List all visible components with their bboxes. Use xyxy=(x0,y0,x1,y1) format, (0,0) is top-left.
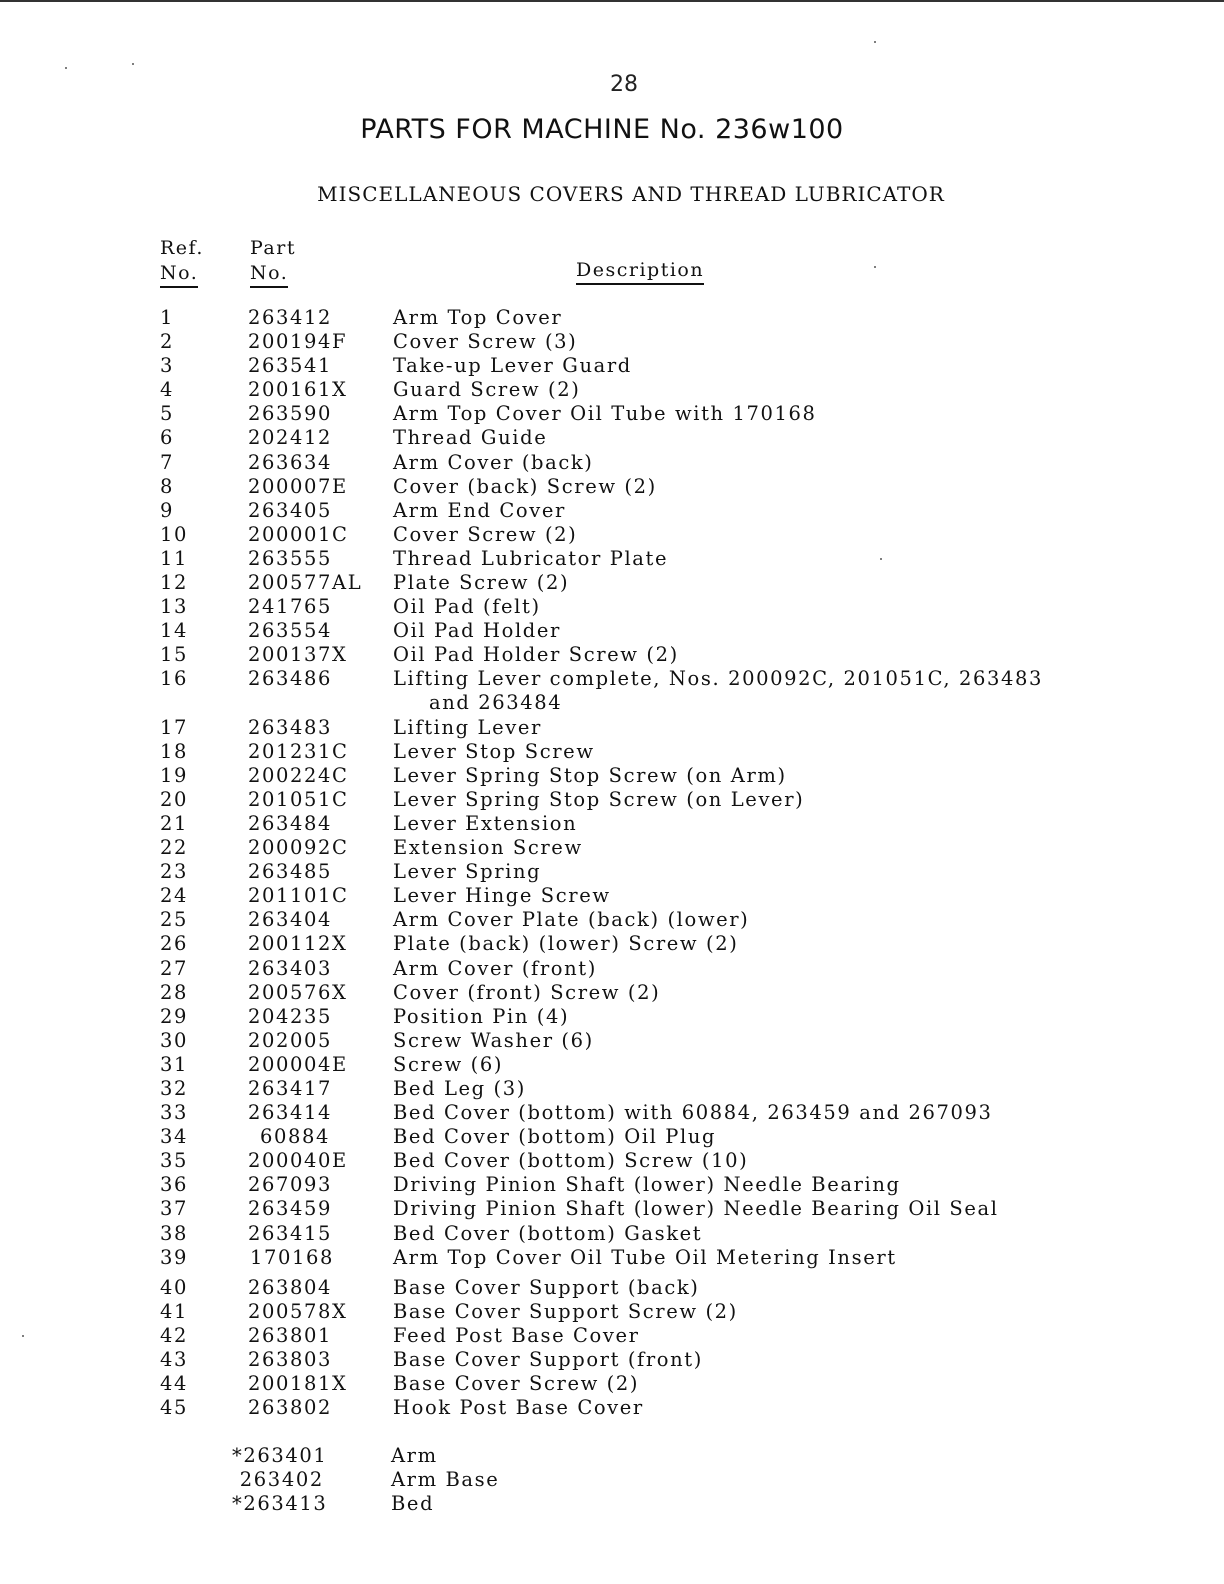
parts-row xyxy=(0,1372,1224,1396)
part-number: 200007E xyxy=(248,474,348,498)
part-description xyxy=(393,788,804,812)
parts-row xyxy=(0,932,1224,956)
part-description-text: Take-up Lever Guard xyxy=(393,354,632,378)
parts-row xyxy=(0,571,1224,595)
part-description-text: Bed Cover (bottom) Oil Plug xyxy=(393,1125,717,1149)
ref-number: 32 xyxy=(160,1077,189,1100)
part-description xyxy=(393,1300,738,1324)
part-number: 200092C xyxy=(248,836,349,860)
part-description xyxy=(393,354,632,378)
part-number: 202412 xyxy=(248,426,333,450)
part-description xyxy=(393,643,679,667)
parts-row xyxy=(0,836,1224,860)
part-number: 263483 xyxy=(248,715,333,739)
part-number: 263485 xyxy=(248,860,333,884)
ref-number: 11 xyxy=(160,546,189,570)
part-description xyxy=(393,1222,702,1246)
part-number: 263484 xyxy=(248,811,333,835)
ref-number: 28 xyxy=(160,980,189,1004)
part-description-text: Lifting Lever complete, Nos. 200092C, 201051C, 263483 xyxy=(393,667,1044,691)
part-number: 263801 xyxy=(248,1323,333,1347)
parts-row xyxy=(0,981,1224,1005)
part-description-text: Arm Cover (front) xyxy=(393,956,597,980)
part-description-text: Oil Pad Holder xyxy=(393,619,561,643)
ref-header-line1: Ref. xyxy=(160,237,204,259)
part-number: 263555 xyxy=(248,546,333,570)
ref-number: 6 xyxy=(160,426,175,450)
part-description-text: Arm Top Cover Oil Tube Oil Metering Insert xyxy=(393,1245,897,1269)
part-description xyxy=(393,571,569,595)
ref-header-line2: No. xyxy=(160,262,198,288)
part-description xyxy=(393,1372,639,1396)
part-number: 263804 xyxy=(248,1275,333,1299)
ref-number: 43 xyxy=(160,1348,189,1372)
part-description-text: Driving Pinion Shaft (lower) Needle Bearing Oil Seal xyxy=(393,1197,999,1221)
parts-row xyxy=(0,1005,1224,1029)
ref-number: 30 xyxy=(160,1028,189,1052)
part-description xyxy=(393,1246,897,1270)
ref-number: 27 xyxy=(160,956,189,980)
ref-number: 2 xyxy=(160,330,175,354)
parts-row xyxy=(0,475,1224,499)
parts-row xyxy=(0,402,1224,426)
part-description xyxy=(393,1053,503,1077)
part-description xyxy=(393,716,542,740)
part-description xyxy=(393,860,541,884)
part-description-text: Cover (front) Screw (2) xyxy=(393,980,661,1004)
parts-row xyxy=(0,1077,1224,1101)
part-description-text: Plate (back) (lower) Screw (2) xyxy=(393,932,739,956)
parts-row xyxy=(0,764,1224,788)
part-number: 263634 xyxy=(248,450,333,474)
parts-row xyxy=(0,354,1224,378)
parts-row xyxy=(0,667,1224,715)
part-description xyxy=(393,330,577,354)
part-description-text: Bed Cover (bottom) with 60884, 263459 and 267093 xyxy=(393,1101,993,1125)
part-description xyxy=(393,475,657,499)
parts-row xyxy=(0,812,1224,836)
part-description-text: Driving Pinion Shaft (lower) Needle Bearing xyxy=(393,1173,901,1197)
ref-number: 25 xyxy=(160,908,189,932)
part-number: 200040E xyxy=(248,1149,348,1173)
ref-number: 19 xyxy=(160,763,189,787)
ref-number: 41 xyxy=(160,1299,189,1323)
part-number: 263554 xyxy=(248,619,333,643)
part-description-text: Screw (6) xyxy=(393,1052,504,1076)
part-description-text: Base Cover Support (front) xyxy=(393,1348,703,1372)
scan-speck xyxy=(65,67,67,69)
part-description xyxy=(393,1101,993,1125)
section-title: MISCELLANEOUS COVERS AND THREAD LUBRICATOR xyxy=(317,182,945,206)
parts-row xyxy=(0,860,1224,884)
ref-number: 13 xyxy=(160,595,189,619)
part-description-text: Lifting Lever xyxy=(393,715,542,739)
part-number: 263417 xyxy=(248,1077,333,1100)
parts-row xyxy=(0,716,1224,740)
part-number: 200576X xyxy=(248,980,348,1004)
extra-parts-list xyxy=(0,1444,1224,1516)
part-number: 263802 xyxy=(248,1396,333,1420)
parts-row xyxy=(0,788,1224,812)
ref-number: 16 xyxy=(160,667,189,691)
part-description-text: Cover Screw (3) xyxy=(393,330,578,354)
part-description-text: Cover Screw (2) xyxy=(393,522,578,546)
part-number: 263803 xyxy=(248,1348,333,1372)
parts-row xyxy=(0,1101,1224,1125)
page-number: 28 xyxy=(610,72,638,97)
part-number: 263404 xyxy=(248,908,333,932)
parts-row xyxy=(0,1396,1224,1420)
part-number: 170168 xyxy=(250,1245,335,1269)
part-description-text: Hook Post Base Cover xyxy=(393,1396,644,1420)
part-description-text: Base Cover Support Screw (2) xyxy=(393,1299,738,1323)
part-number: 201101C xyxy=(248,884,349,908)
scan-speck xyxy=(132,63,134,65)
part-number: 200161X xyxy=(248,378,348,402)
parts-row xyxy=(0,1300,1224,1324)
top-rule xyxy=(0,0,1224,2)
part-number: 200194F xyxy=(248,330,348,354)
part-description-text: Bed Cover (bottom) Gasket xyxy=(393,1221,703,1245)
part-description xyxy=(393,981,660,1005)
part-description: Arm xyxy=(391,1444,438,1467)
part-description-text: Oil Pad (felt) xyxy=(393,595,541,619)
parts-row xyxy=(0,740,1224,764)
parts-row xyxy=(0,547,1224,571)
part-description xyxy=(393,1125,716,1149)
parts-row xyxy=(0,1276,1224,1300)
part-number: 263541 xyxy=(248,354,333,378)
ref-number: 23 xyxy=(160,860,189,884)
ref-number: 29 xyxy=(160,1004,189,1028)
ref-number: 5 xyxy=(160,402,175,426)
ref-number: 21 xyxy=(160,811,189,835)
parts-row xyxy=(0,378,1224,402)
parts-row xyxy=(0,1348,1224,1372)
part-description: Arm Base xyxy=(391,1468,500,1491)
part-number: 200224C xyxy=(248,763,349,787)
part-description xyxy=(393,426,547,450)
ref-number: 8 xyxy=(160,474,175,498)
parts-row xyxy=(0,619,1224,643)
part-number: 263405 xyxy=(248,498,333,522)
part-number: 263590 xyxy=(248,402,333,426)
part-description xyxy=(393,1029,594,1053)
part-description xyxy=(393,523,577,547)
part-description xyxy=(393,1005,569,1029)
part-description xyxy=(393,884,611,908)
part-description xyxy=(393,764,787,788)
ref-number: 1 xyxy=(160,306,175,329)
part-description xyxy=(393,547,668,571)
part-description-text: Arm End Cover xyxy=(393,498,566,522)
part-number: 241765 xyxy=(248,595,333,619)
part-number: 200578X xyxy=(248,1299,348,1323)
part-description-text: Oil Pad Holder Screw (2) xyxy=(393,643,679,667)
extra-parts-row xyxy=(0,1492,1224,1516)
parts-row xyxy=(0,884,1224,908)
ref-number: 36 xyxy=(160,1173,189,1197)
ref-number: 45 xyxy=(160,1396,189,1420)
ref-number: 18 xyxy=(160,739,189,763)
part-header-line1: Part xyxy=(250,237,296,259)
ref-number: 44 xyxy=(160,1372,189,1396)
description-header xyxy=(576,258,704,283)
parts-row xyxy=(0,957,1224,981)
parts-row xyxy=(0,499,1224,523)
part-description xyxy=(393,499,566,523)
part-description-text: Arm Top Cover Oil Tube with 170168 xyxy=(393,402,817,426)
part-number: 200004E xyxy=(248,1052,348,1076)
parts-row xyxy=(0,1246,1224,1270)
part-description xyxy=(393,1276,699,1300)
page-title: PARTS FOR MACHINE No. 236w100 xyxy=(360,114,844,145)
ref-number: 42 xyxy=(160,1323,189,1347)
part-number: 202005 xyxy=(248,1028,333,1052)
extra-parts-row xyxy=(0,1444,1224,1468)
parts-row xyxy=(0,1029,1224,1053)
parts-row xyxy=(0,1053,1224,1077)
part-description-text: Screw Washer (6) xyxy=(393,1028,594,1052)
part-number: 267093 xyxy=(248,1173,333,1197)
part-description-text: Guard Screw (2) xyxy=(393,378,581,402)
part-description xyxy=(393,1348,703,1372)
part-description-text: Position Pin (4) xyxy=(393,1004,570,1028)
parts-row xyxy=(0,595,1224,619)
parts-row xyxy=(0,1125,1224,1149)
part-description xyxy=(393,378,580,402)
part-description-text: Thread Lubricator Plate xyxy=(393,546,669,570)
ref-number: 15 xyxy=(160,643,189,667)
scan-speck xyxy=(874,266,876,268)
part-description-text: Lever Stop Screw xyxy=(393,739,595,763)
part-no-header xyxy=(250,236,296,286)
part-description-text: Bed Cover (bottom) Screw (10) xyxy=(393,1149,749,1173)
part-description-continued: and 263484 xyxy=(429,691,563,715)
part-description xyxy=(393,619,561,643)
part-description xyxy=(393,836,583,860)
parts-row xyxy=(0,908,1224,932)
part-number: 263402 xyxy=(232,1468,324,1491)
parts-row xyxy=(0,1173,1224,1197)
ref-number: 14 xyxy=(160,619,189,643)
parts-row xyxy=(0,451,1224,475)
part-description-text: Arm Top Cover xyxy=(393,306,563,329)
part-number: *263401 xyxy=(232,1444,328,1467)
ref-number: 3 xyxy=(160,354,175,378)
part-description xyxy=(393,1197,999,1221)
part-description-text: Arm Cover (back) xyxy=(393,450,594,474)
part-description xyxy=(393,402,817,426)
part-description: Bed xyxy=(391,1492,435,1515)
part-number: 200001C xyxy=(248,522,349,546)
ref-number: 31 xyxy=(160,1052,189,1076)
part-number: 263403 xyxy=(248,956,333,980)
ref-no-header xyxy=(160,236,204,286)
part-description xyxy=(393,740,595,764)
ref-number: 26 xyxy=(160,932,189,956)
part-number: 263412 xyxy=(248,306,333,329)
part-description-text: Feed Post Base Cover xyxy=(393,1323,640,1347)
description-header-label: Description xyxy=(576,259,704,285)
part-number: 200181X xyxy=(248,1372,348,1396)
part-header-line2: No. xyxy=(250,262,288,288)
part-description-text: Arm Cover Plate (back) (lower) xyxy=(393,908,750,932)
parts-row xyxy=(0,306,1224,330)
parts-row xyxy=(0,426,1224,450)
part-description xyxy=(393,451,594,475)
part-description-text: Lever Hinge Screw xyxy=(393,884,611,908)
part-description xyxy=(393,667,1043,715)
ref-number: 22 xyxy=(160,836,189,860)
parts-row xyxy=(0,523,1224,547)
part-description-text: Thread Guide xyxy=(393,426,548,450)
parts-row xyxy=(0,1324,1224,1348)
part-description xyxy=(393,1173,901,1197)
part-number: 200137X xyxy=(248,643,348,667)
part-description xyxy=(393,932,738,956)
ref-number: 20 xyxy=(160,787,189,811)
scan-speck xyxy=(874,41,876,43)
part-description xyxy=(393,1077,526,1101)
part-description-text: Plate Screw (2) xyxy=(393,571,570,595)
part-description xyxy=(393,306,562,330)
parts-row xyxy=(0,1197,1224,1221)
part-description xyxy=(393,1396,644,1420)
part-number: 200112X xyxy=(248,932,348,956)
part-number: 263414 xyxy=(248,1101,333,1125)
part-number: 263415 xyxy=(248,1221,333,1245)
parts-row xyxy=(0,1149,1224,1173)
ref-number: 34 xyxy=(160,1125,189,1149)
ref-number: 17 xyxy=(160,715,189,739)
part-description xyxy=(393,957,597,981)
ref-number: 4 xyxy=(160,378,175,402)
part-description-text: Lever Spring Stop Screw (on Arm) xyxy=(393,763,787,787)
part-description xyxy=(393,812,577,836)
part-number: 60884 xyxy=(260,1125,331,1149)
part-number: 263459 xyxy=(248,1197,333,1221)
ref-number: 7 xyxy=(160,450,175,474)
ref-number: 39 xyxy=(160,1245,189,1269)
part-number: 200577AL xyxy=(248,571,363,595)
part-number: 201231C xyxy=(248,739,349,763)
part-description xyxy=(393,1149,748,1173)
parts-list xyxy=(0,306,1224,1420)
part-description xyxy=(393,908,749,932)
part-description-text: Lever Extension xyxy=(393,811,578,835)
part-number: *263413 xyxy=(232,1492,328,1515)
part-description-text: Extension Screw xyxy=(393,836,583,860)
part-description-text: Cover (back) Screw (2) xyxy=(393,474,657,498)
ref-number: 37 xyxy=(160,1197,189,1221)
part-description-text: Lever Spring Stop Screw (on Lever) xyxy=(393,787,805,811)
part-description xyxy=(393,1324,640,1348)
part-description-text: Base Cover Screw (2) xyxy=(393,1372,640,1396)
part-description-text: Bed Leg (3) xyxy=(393,1077,526,1100)
part-description xyxy=(393,595,541,619)
ref-number: 35 xyxy=(160,1149,189,1173)
part-description-text: Base Cover Support (back) xyxy=(393,1275,700,1299)
part-number: 204235 xyxy=(248,1004,333,1028)
ref-number: 12 xyxy=(160,571,189,595)
parts-row xyxy=(0,330,1224,354)
part-number: 201051C xyxy=(248,787,349,811)
ref-number: 24 xyxy=(160,884,189,908)
ref-number: 10 xyxy=(160,522,189,546)
ref-number: 40 xyxy=(160,1275,189,1299)
part-description-text: Lever Spring xyxy=(393,860,542,884)
part-number: 263486 xyxy=(248,667,333,691)
parts-row xyxy=(0,643,1224,667)
extra-parts-row xyxy=(0,1468,1224,1492)
ref-number: 33 xyxy=(160,1101,189,1125)
ref-number: 38 xyxy=(160,1221,189,1245)
ref-number: 9 xyxy=(160,498,175,522)
parts-row xyxy=(0,1222,1224,1246)
